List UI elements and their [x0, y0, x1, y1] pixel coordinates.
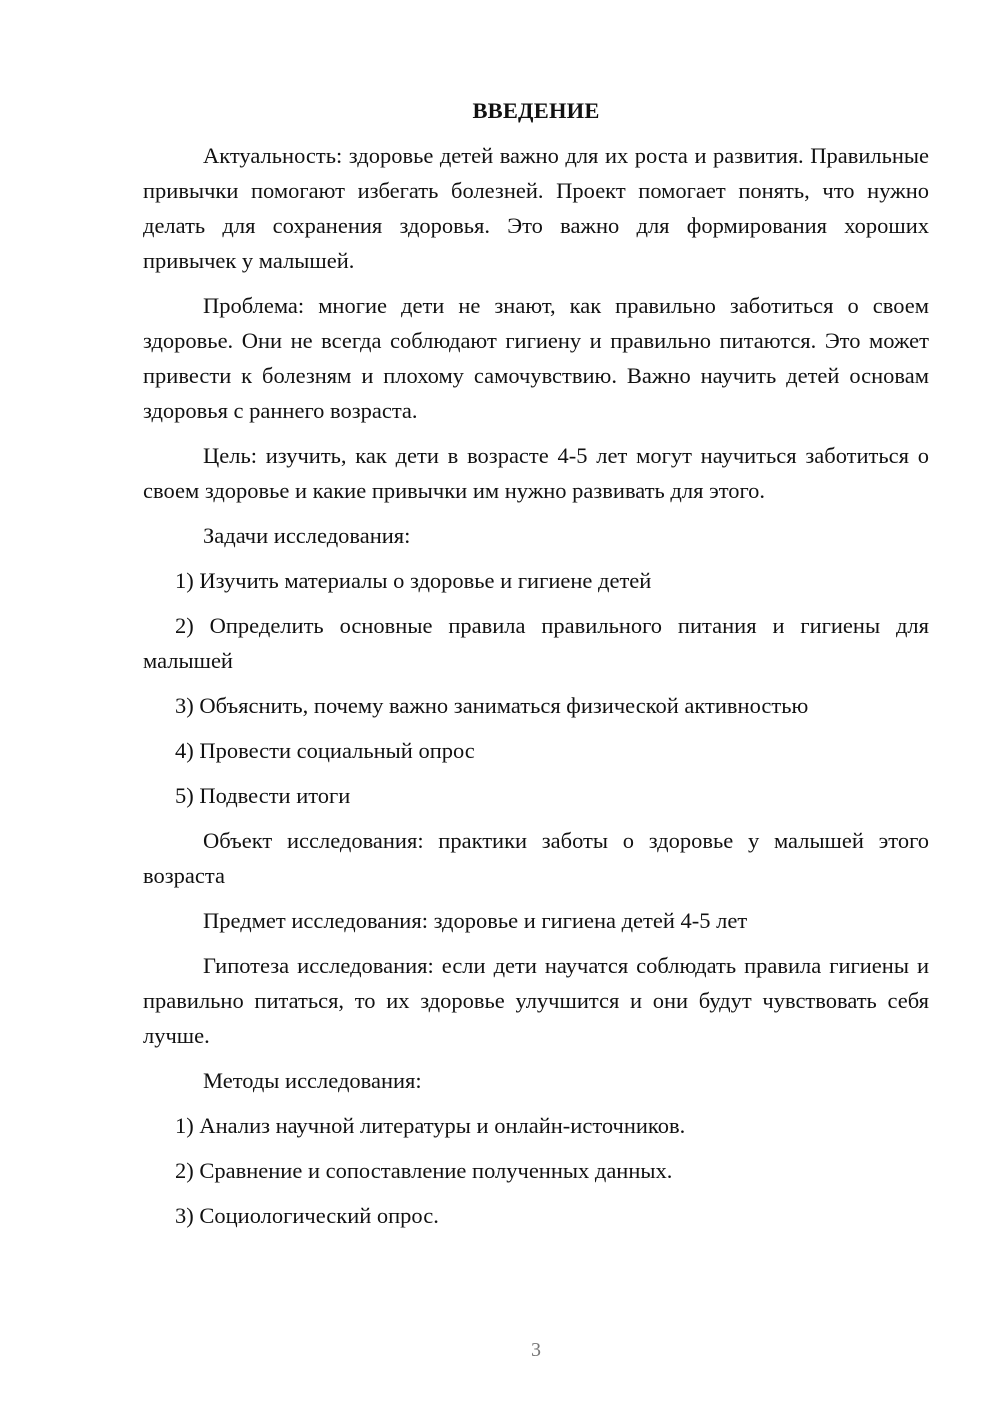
relevance-paragraph: Актуальность: здоровье детей важно для их роста и развития. Правильные привычки помогают избегать болезней. Проект помогает понять, что нужно делать для сохранения здоровья. Это важно для формирования хороших привычек у малышей. — [143, 143, 929, 273]
hypothesis-paragraph: Гипотеза исследования: если дети научатся соблюдать правила гигиены и правильно питаться, то их здоровье улучшится и они будут чувствовать себя лучше. — [143, 953, 929, 1048]
page-number: 3 — [531, 1339, 541, 1361]
task-item: 5) Подвести итоги — [175, 783, 351, 808]
method-item: 3) Социологический опрос. — [175, 1203, 439, 1228]
task-item: 3) Объяснить, почему важно заниматься физической активностью — [175, 693, 809, 718]
task-item: 4) Провести социальный опрос — [175, 738, 475, 763]
tasks-heading: Задачи исследования: — [203, 523, 411, 548]
page-content — [143, 93, 929, 1243]
task-item: 2) Определить основные правила правильного питания и гигиены для малышей — [143, 613, 929, 673]
section-title: ВВЕДЕНИЕ — [472, 98, 600, 123]
method-item: 2) Сравнение и сопоставление полученных данных. — [175, 1158, 673, 1183]
goal-paragraph: Цель: изучить, как дети в возрасте 4-5 лет могут научиться заботиться о своем здоровье и какие привычки им нужно развивать для этого. — [143, 443, 929, 503]
method-item: 1) Анализ научной литературы и онлайн-источников. — [175, 1113, 686, 1138]
subject-paragraph: Предмет исследования: здоровье и гигиена детей 4-5 лет — [203, 908, 748, 933]
problem-paragraph: Проблема: многие дети не знают, как правильно заботиться о своем здоровье. Они не всегда соблюдают гигиену и правильно питаются. Это может привести к болезням и плохому самочувствию. Важно научить детей основам здоровья с раннего возраста. — [143, 293, 929, 423]
task-item: 1) Изучить материалы о здоровье и гигиене детей — [175, 568, 652, 593]
methods-heading: Методы исследования: — [203, 1068, 422, 1093]
object-paragraph: Объект исследования: практики заботы о здоровье у малышей этого возраста — [143, 828, 929, 888]
